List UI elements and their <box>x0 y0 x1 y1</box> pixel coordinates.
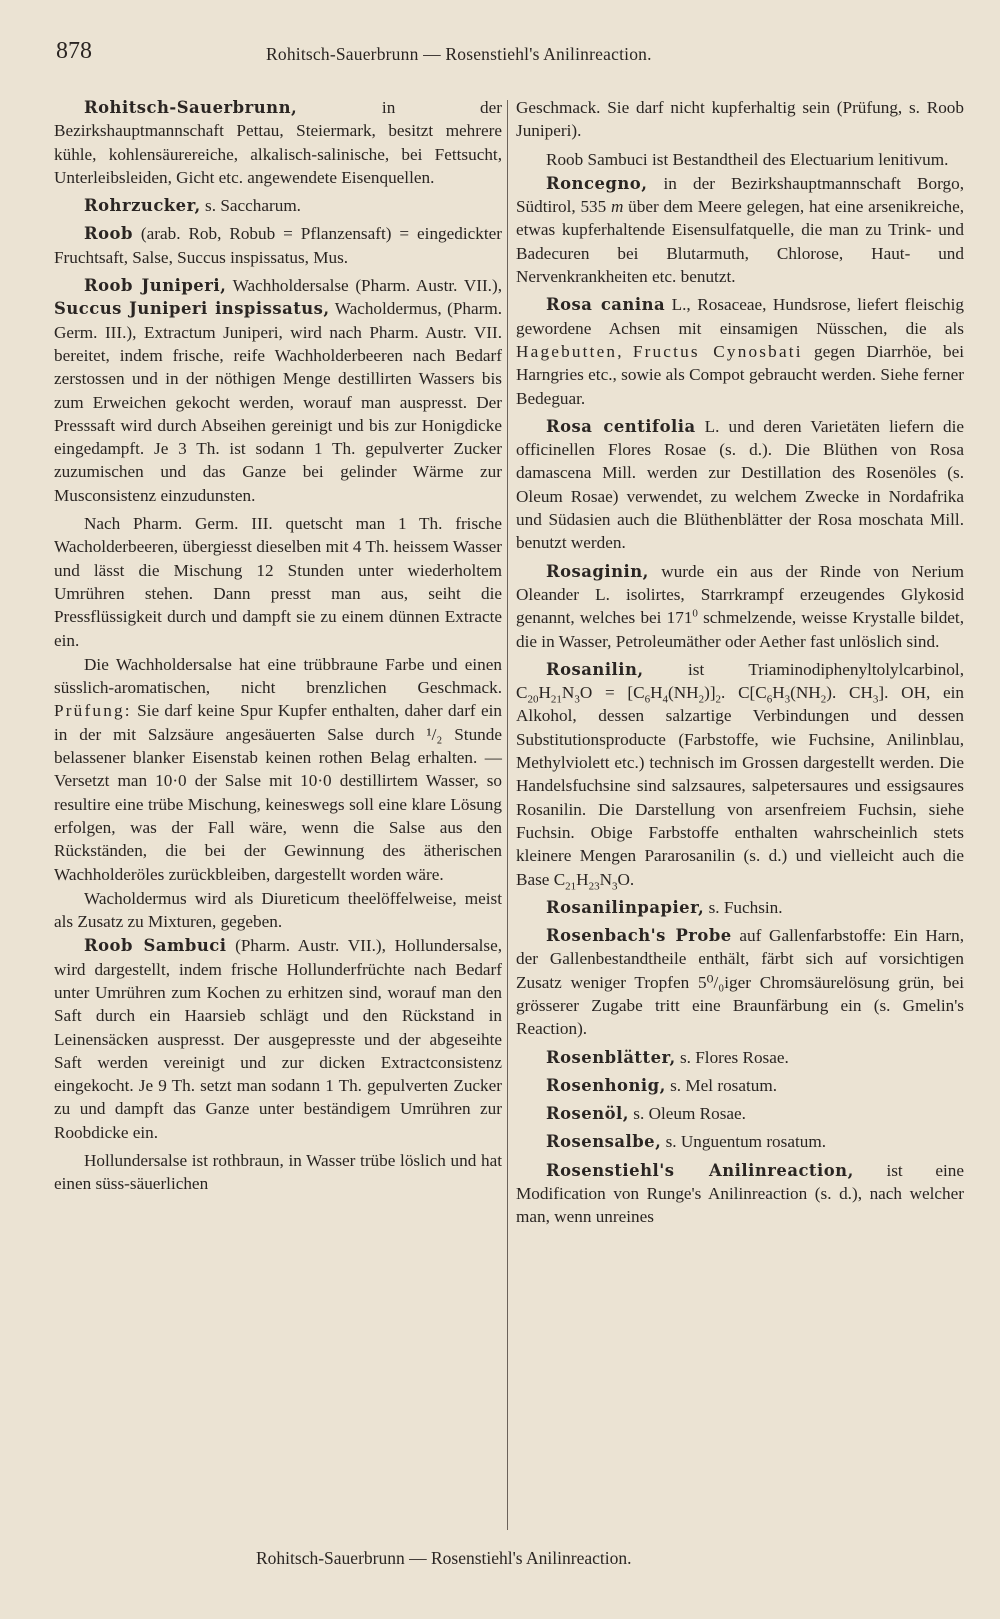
paragraph-text: Sie darf keine Spur Kupfer enthalten, daher darf ein in der mit Salzsäure angesäuerten Salse durch <box>54 701 502 744</box>
spaced-term: Fructus Cynosbati <box>632 341 803 361</box>
subscript: 21 <box>550 693 562 706</box>
entry-rosanilin <box>516 658 964 891</box>
entry-roob-sambuci <box>54 934 502 1144</box>
headword: Rosaginin, <box>546 561 649 581</box>
subscript: 2 <box>698 693 705 706</box>
headword: Succus Juniperi inspissatus, <box>54 299 330 319</box>
entry-text: (NH <box>668 683 699 703</box>
entry-text: O = [C <box>579 683 645 703</box>
entry-text: Wacholdermus, (Pharm. Germ. III.), Extractum Juniperi, wird nach Pharm. Austr. VII. bereitet, indem frische, reife Wachholderbeeren nach Bedarf zerstossen und in der nöthigen Menge destillirten Wassers bis zum Erweichen gekocht werden, worauf man auspresst. Der Presssaft wird durch Abseihen gereinigt und bis zur Honigdicke eingedampft. Je 3 Th. ist sodann 1 Th. gepulverter Zucker zuzumischen und das Ganze bei gelinder Wärme zur Musconsistenz einzudunsten. <box>54 299 502 505</box>
right-column <box>516 96 964 1234</box>
entry-rosenstiehl <box>516 1159 964 1229</box>
entry-text: ]. OH, ein Alkohol, dessen salzartige Verbindungen und dessen Substitutionsproducte (Farbstoffe, wie Fuchsine, Anilinblau, Methylviolett etc.) technisch im Grossen dargestellt werden. Die Handelsfuchsine sind salzsaures, salpetersaures und essigsaures Rosanilin. Die Darstellung von arsenfreiem Fuchsin, siehe Fuchsin. Obige Farbstoffe enthalten wahrscheinlich stets kleinere Mengen Pararosanilin (s. d.) und vielleicht auch die Base C <box>516 683 965 889</box>
entry-text: . C[C <box>721 683 767 703</box>
headword: Rosa centifolia <box>546 416 696 436</box>
spaced-term: Hagebutten <box>516 341 618 361</box>
headword: Rosenöl, <box>546 1104 629 1124</box>
entry-roncegno <box>516 172 964 288</box>
paragraph-nach-pharm: Nach Pharm. Germ. III. quetscht man 1 Th. frische Wacholderbeeren, übergiesst dieselben mit 4 Th. heissem Wasser und lässt die Mischung 12 Stunden unter wiederholtem Umrühren stehen. Dann presst man aus, seiht die Pressflüssigkeit durch und dampft sie zu einem dünnen Extracte ein. <box>54 514 502 650</box>
entry-text: ist eine Modification von Runge's Anilinreaction (s. d.), nach welcher man, wenn unreines <box>516 1160 964 1227</box>
entry-rohrzucker <box>54 194 502 217</box>
degree-mark: 0 <box>692 607 698 620</box>
page-header <box>56 38 960 72</box>
paragraph-text: Stunde belassener blanker Eisenstab keinen rothen Belag erhalten. — Versetzt man 10·0 der Salse mit 10·0 destillirtem Wasser, so resultire eine trübe Mischung, keineswegs soll eine klare Lösung erfolgen, was der Fall wäre, wenn die Salse aus den Rückständen, die bei der Gewinnung des ätherischen Wachholderöles zurückbleiben, dargestellt worden wäre. <box>54 724 502 884</box>
entry-text: s. Saccharum. <box>200 196 301 216</box>
page-number: 878 <box>56 38 92 64</box>
entry-text: N <box>599 869 613 889</box>
entry-text: s. Mel rosatum. <box>665 1075 778 1095</box>
entry-roob <box>54 222 502 269</box>
entry-text: N <box>561 683 575 703</box>
headword: Roncegno, <box>546 173 648 193</box>
subscript: 6 <box>644 693 651 706</box>
entry-rohitsch <box>54 96 502 189</box>
unit: m <box>610 197 624 217</box>
subscript: 3 <box>612 879 618 892</box>
entry-rosenhonig <box>516 1074 964 1097</box>
entry-text: (Pharm. Austr. VII.), Hollundersalse, wird dargestellt, indem frische Hollunderfrüchte nach Bedarf unter Umrühren zum Kochen zu erhitzen sind, worauf man den Saft durch ein Haarsieb schlägt und den Rückstand in Leinensäcken auspresst. Der ausgepresste und der abgeseihte Saft werden vereinigt und zur dicken Extractconsistenz eingekocht. Je 9 Th. setzt man sodann 1 Th. gepulverten Zucker zu und dampft das Ganze unter beständigem Umrühren zur Roobdicke ein. <box>54 936 503 1142</box>
page-footer: Rohitsch-Sauerbrunn — Rosenstiehl's Anilinreaction. <box>256 1548 632 1568</box>
headword: Rosenstiehl's Anilinreaction, <box>546 1160 854 1180</box>
percent-sign: ⁰/₀ <box>706 972 725 992</box>
column-divider <box>507 100 508 1530</box>
entry-text: L., Rosaceae, Hundsrose, liefert fleischig gewordene Achsen mit einsamigen Nüsschen, die als <box>516 295 964 338</box>
entry-roob-juniperi <box>54 274 502 507</box>
headword: Rohitsch-Sauerbrunn, <box>84 98 298 117</box>
headword: Roob Juniperi, <box>84 276 227 296</box>
paragraph-wacholdermus: Wacholdermus wird als Diureticum theelöffelweise, meist als Zusatz zu Mixturen, gegeben. <box>54 888 502 932</box>
entry-text: über dem Meere gelegen, hat eine arsenikreiche, etwas kupferhaltende Eisensulfatquelle, die man zu Trink- und Badecuren bei Blutarmuth, Chlorose, Haut- und Nervenkrankheiten etc. benutzt. <box>516 197 964 287</box>
headword: Rosa canina <box>546 295 666 315</box>
headword: Rosanilin, <box>546 659 644 679</box>
headword: Rosenhonig, <box>546 1075 666 1095</box>
entry-text: L. und deren Varietäten liefern die officinellen Flores Rosae (s. d.). Die Blüthen von Rosa damascena Mill. werden zur Destillation des Rosenöles (s. Oleum Rosae) verwendet, zu welchem Zwecke in Nordafrika und Südasien auch die Blüthenblätter der Rosa moschata Mill. benutzt werden. <box>516 416 964 553</box>
entry-text: s. Fuchsin. <box>704 897 783 917</box>
subscript: 2 <box>820 693 827 706</box>
entry-rosenblaetter <box>516 1046 964 1069</box>
headword: Rosenblätter, <box>546 1047 676 1067</box>
subscript: 20 <box>527 693 539 706</box>
entry-text: in der Bezirkshauptmannschaft Pettau, Steiermark, besitzt mehrere kühle, kohlensäurereiche, alkalisch-salinische, bei Fettsucht, Unterleibsleiden, Gicht etc. angewendete Eisenquellen. <box>54 98 502 187</box>
entry-text: H <box>538 683 551 703</box>
subscript: 3 <box>872 693 879 706</box>
paragraph-wachholdersalse <box>54 653 502 886</box>
entry-rosanilinpapier <box>516 896 964 919</box>
entry-text: (arab. Rob, Robub = Pflanzensaft) = eingedickter Fruchtsaft, Salse, Succus inspissatus, Mus. <box>54 224 502 267</box>
entry-text: s. Unguentum rosatum. <box>661 1132 826 1152</box>
entry-rosenbach <box>516 924 964 1040</box>
entry-text: H <box>772 683 785 703</box>
subscript: 23 <box>588 879 600 892</box>
entry-text: O. <box>617 869 635 889</box>
left-column <box>54 96 502 1197</box>
subscript: 6 <box>766 693 773 706</box>
entry-text: , <box>617 341 633 361</box>
entry-rosa-canina <box>516 293 964 409</box>
entry-text: in der Bezirkshauptmannschaft Borgo, Südtirol, 535 <box>516 173 964 217</box>
subscript: 21 <box>565 879 577 892</box>
paragraph-roob-sambuci: Roob Sambuci ist Bestandtheil des Electuarium lenitivum. <box>546 149 949 169</box>
entry-text: schmelzende, weisse Krystalle bildet, die in Wasser, Petroleumäther oder Aether fast unlöslich sind. <box>516 608 964 651</box>
subscript: 4 <box>662 693 669 706</box>
subscript: 2 <box>715 693 722 706</box>
entry-rosa-centifolia <box>516 415 964 555</box>
entry-text: auf Gallenfarbstoffe: Ein Harn, der Gallenbestandtheile enthält, färbt sich auf vorsichtigen Zusatz weniger Tropfen 5 <box>516 926 964 992</box>
headword: Roob <box>84 224 133 244</box>
entry-text: gegen Diarrhöe, bei Harngries etc., sowie als Compot gebraucht werden. Siehe ferner Bedeguar. <box>516 341 965 408</box>
spaced-term: Prüfung: <box>54 701 132 721</box>
entry-text: H <box>576 869 589 889</box>
continued-text: Geschmack. Sie darf nicht kupferhaltig sein (Prüfung, s. Roob Juniperi). <box>516 98 964 141</box>
entry-rosaginin <box>516 560 964 653</box>
headword: Rohrzucker, <box>84 196 201 216</box>
running-head: Rohitsch-Sauerbrunn — Rosenstiehl's Anilinreaction. <box>266 44 652 64</box>
entry-text: (NH <box>790 683 821 703</box>
entry-text: ist Triaminodiphenyltolylcarbinol, C <box>516 659 964 703</box>
headword: Rosenbach's Probe <box>546 926 732 946</box>
entry-text: s. Flores Rosae. <box>675 1047 789 1067</box>
fraction: ¹/₂ <box>426 724 443 744</box>
entry-text: wurde ein aus der Rinde von Nerium Oleander L. isolirtes, Starrkrampf erzeugendes Glykosid genannt, welches bei 171 <box>516 561 964 628</box>
subscript: 3 <box>784 693 791 706</box>
subscript: 3 <box>574 693 580 706</box>
entry-text: iger Chromsäurelösung grün, bei grösserer Zugabe tritt eine Braunfärbung ein (s. Gmelin's Reaction). <box>516 972 964 1039</box>
entry-text: H <box>650 683 663 703</box>
entry-text: s. Oleum Rosae. <box>629 1104 746 1124</box>
headword: Roob Sambuci <box>84 936 227 956</box>
entry-rosensalbe <box>516 1130 964 1153</box>
entry-text: ). CH <box>826 683 873 703</box>
paragraph-text: Die Wachholdersalse hat eine trübbraune Farbe und einen süsslich-aromatischen, nicht brenzlichen Geschmack. <box>54 654 502 698</box>
entry-text: Wachholdersalse (Pharm. Austr. VII.), <box>226 276 502 296</box>
entry-text: )] <box>704 683 716 703</box>
headword: Rosanilinpapier, <box>546 897 705 917</box>
entry-rosenoel <box>516 1102 964 1125</box>
paragraph-hollundersalse: Hollundersalse ist rothbraun, in Wasser trübe löslich und hat einen süss-säuerlichen <box>54 1151 502 1194</box>
headword: Rosensalbe, <box>546 1132 662 1152</box>
